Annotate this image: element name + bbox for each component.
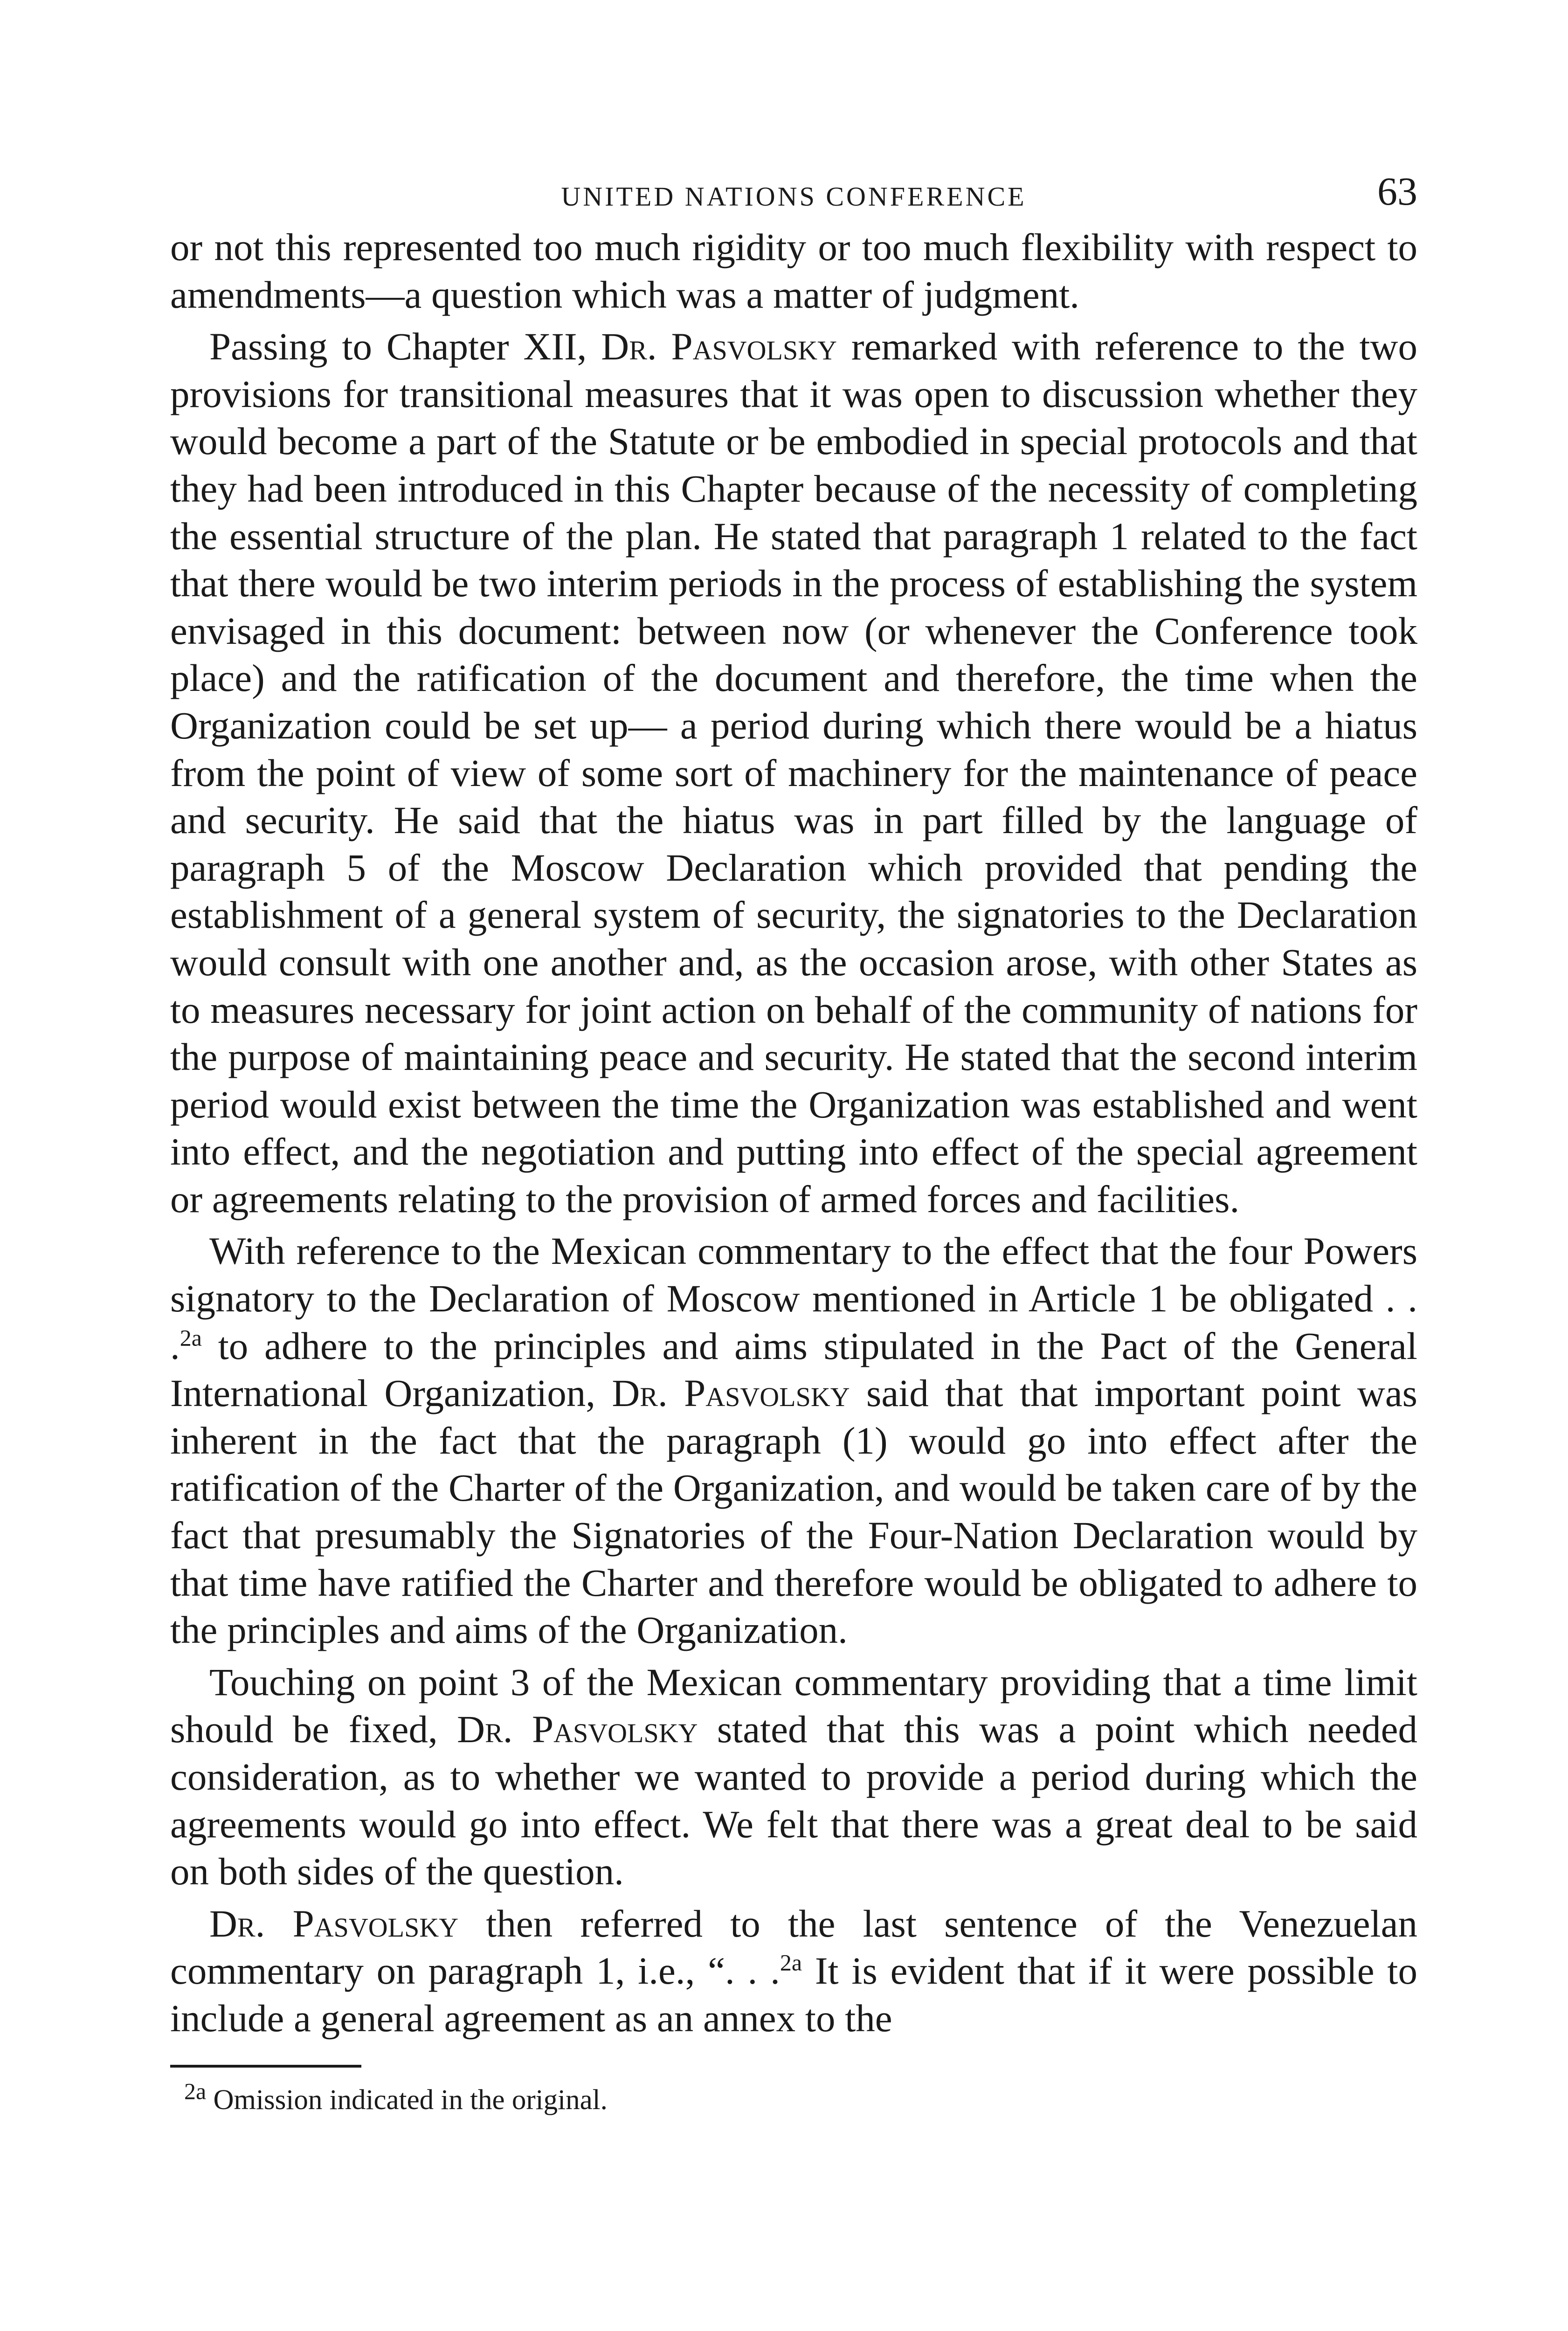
text-run: remarked with reference to the two provisions for transitional measures that it was open to discussion whether they would become a part of the Statute or be embodied in special protocols and that they had been introduced in this Chapter because of the necessity of completing the essential structure of the plan. He stated that paragraph 1 related to the fact that there would be two interim periods in the process of establishing the system envisaged in this document: between now (or whenever the Conference took place) and the ratification of the document and therefore, the time when the Organization could be set up— a period during which there would be a hiatus from the point of view of some sort of machinery for the maintenance of peace and security. He said that the hiatus was in part filled by the language of paragraph 5 of the Moscow Declaration which provided that pending the establishment of a general system of security, the signatories to the Declaration would consult with one another and, as the occasion arose, with other States as to measures necessary for joint action on behalf of the community of nations for the purpose of maintaining peace and security. He stated that the second interim period would exist between the time the Organization was established and went into effect, and the negotiation and putting into effect of the special agreement or agreements relating to the provision of armed forces and facilities. bbox=[170, 325, 1417, 1221]
paragraph bbox=[170, 1900, 1417, 2042]
text-run: to adhere to the principles and aims stipulated in the Pact of the General International Organization, bbox=[170, 1324, 1417, 1415]
text-run: It is evident that if it were possible to include a general agreement as an annex to the bbox=[170, 1949, 1417, 2040]
footnote-rule bbox=[170, 2065, 361, 2068]
running-head bbox=[170, 168, 1417, 224]
text-run: or not this represented too much rigidity or too much flexibility with respect to amendments—a question which was a matter of judgment. bbox=[170, 226, 1417, 316]
running-title: UNITED NATIONS CONFERENCE bbox=[561, 181, 1027, 212]
text-run: Touching on point 3 of the Mexican commentary providing that a time limit should be fixed, bbox=[170, 1660, 1417, 1751]
footnote-ref: 2a bbox=[180, 1324, 202, 1351]
page-number: 63 bbox=[1377, 169, 1417, 214]
text-run: stated that this was a point which needed consideration, as to whether we wanted to provide a period during which the agreements would go into effect. We felt that there was a great deal to be said on both sides of the question. bbox=[170, 1708, 1417, 1893]
speaker-name: Dr. Pasvolsky bbox=[612, 1372, 850, 1415]
text-run: With reference to the Mexican commentary to the effect that the four Powers signatory to the Declaration of Moscow mentioned in Article 1 be obligated . . . bbox=[170, 1229, 1417, 1367]
footnote-marker: 2a bbox=[184, 2078, 207, 2104]
speaker-name: Dr. Pasvolsky bbox=[601, 325, 837, 368]
paragraph bbox=[170, 323, 1417, 1223]
paragraph bbox=[170, 1659, 1417, 1896]
text-run: then referred to the last sentence of the Venezuelan commentary on paragraph 1, i.e., “. . . bbox=[170, 1902, 1417, 1993]
speaker-name: Dr. Pasvolsky bbox=[209, 1902, 459, 1945]
footnote-ref: 2a bbox=[780, 1949, 802, 1976]
body-text bbox=[170, 224, 1417, 2042]
text-run: said that that important point was inherent in the fact that the paragraph (1) would go into effect after the ratification of the Charter of the Organization, and would be taken care of by the fact that presumably the Signatories of the Four-Nation Declaration would by that time have ratified the Charter and therefore would be obligated to adhere to the principles and aims of the Organization. bbox=[170, 1372, 1417, 1652]
document-page bbox=[170, 168, 1417, 2119]
paragraph bbox=[170, 1228, 1417, 1654]
speaker-name: Dr. Pasvolsky bbox=[457, 1708, 698, 1751]
footnote bbox=[170, 2078, 1417, 2119]
text-run: Passing to Chapter XII, bbox=[209, 325, 601, 368]
footnote-text: Omission indicated in the original. bbox=[206, 2084, 608, 2116]
paragraph bbox=[170, 224, 1417, 318]
